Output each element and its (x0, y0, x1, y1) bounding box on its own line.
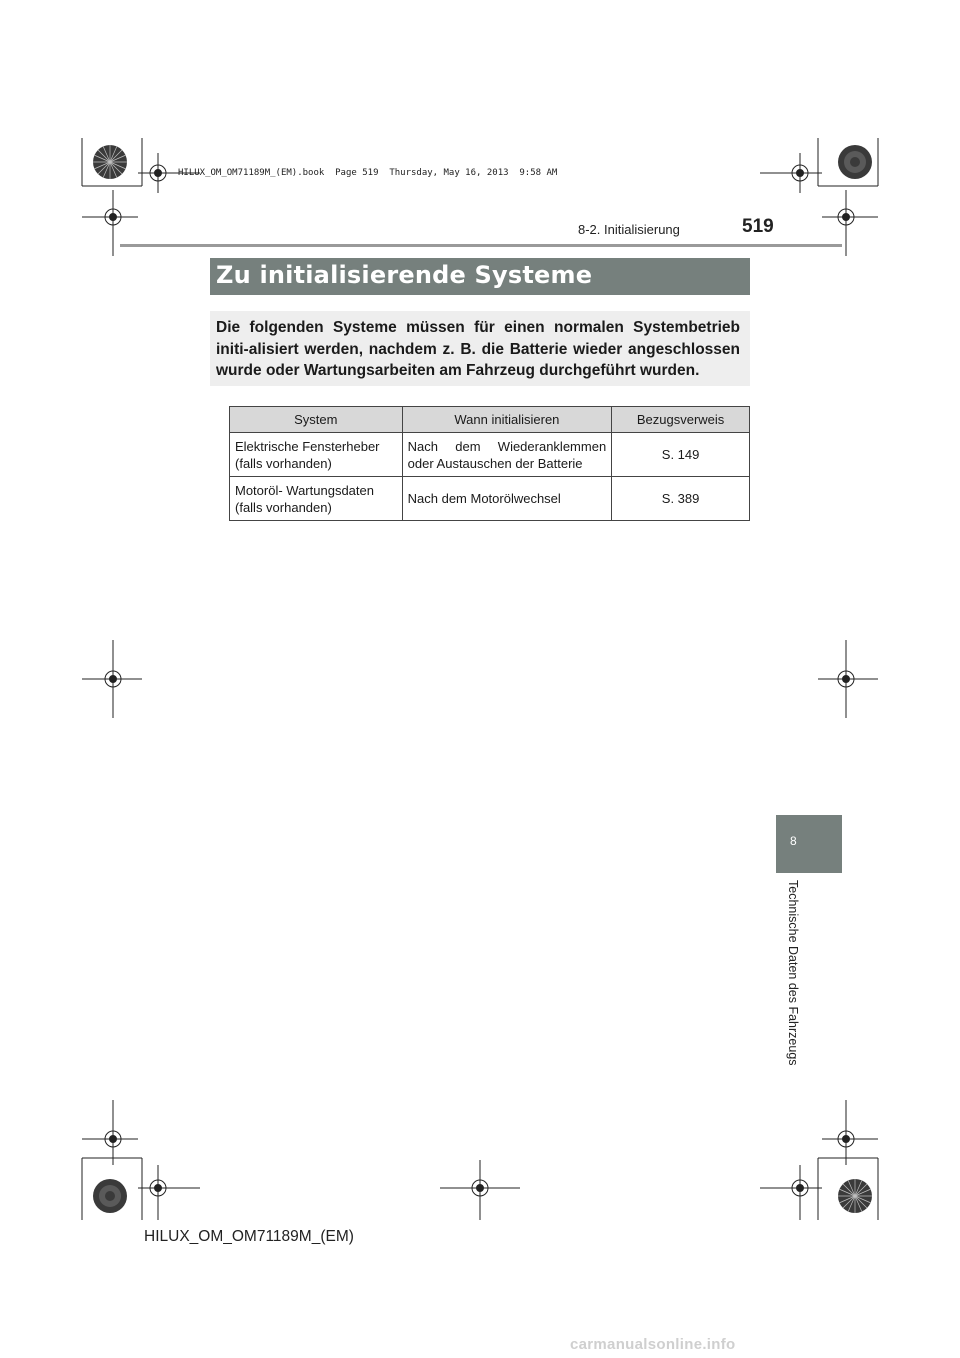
watermark: carmanualsonline.info (570, 1336, 736, 1353)
system-line: (falls vorhanden) (235, 499, 332, 515)
when-line: Nach dem Motorölwechsel (407, 491, 561, 506)
intro-text: Die folgenden Systeme müssen für einen normalen Systembetrieb initi-alisiert werden, nachdem z. B. die Batterie wieder angeschlossen wurde oder Wartungsarbeiten am Fahrzeug durchgeführt wurden. (216, 319, 740, 379)
footer-doc-code: HILUX_OM_OM71189M_(EM) (144, 1228, 354, 1245)
page-number: 519 (742, 216, 774, 237)
system-line: (falls vorhanden) (235, 455, 332, 471)
cell-when (402, 433, 612, 477)
crosshair-icon (818, 640, 878, 718)
crosshair-icon (760, 1165, 822, 1220)
running-head: 8-2. Initialisierung (578, 222, 680, 237)
chapter-title: Technische Daten des Fahrzeugs (786, 880, 800, 1066)
starburst-icon (93, 145, 127, 179)
crosshair-icon (822, 1100, 878, 1165)
system-line: Motoröl- Wartungsdaten (235, 482, 374, 498)
chapter-number: 8 (790, 834, 797, 848)
intro-box (210, 311, 750, 386)
starburst-icon (838, 145, 872, 179)
cell-reference: S. 149 (612, 433, 750, 477)
section-title: Zu initialisierende Systeme (216, 261, 593, 289)
crosshair-icon (760, 153, 822, 193)
crosshair-icon (82, 1100, 138, 1165)
when-line: oder Austauschen der Batterie (407, 455, 583, 471)
section-title-band (210, 258, 750, 295)
crosshair-icon (138, 1165, 200, 1220)
crosshair-icon (440, 1160, 520, 1220)
cell-reference: S. 389 (612, 477, 750, 521)
when-line: Nach dem Wiederanklemmen (407, 438, 607, 454)
starburst-icon (838, 1179, 872, 1213)
table-row (230, 477, 750, 521)
column-header-system: System (230, 407, 403, 433)
cell-when (402, 477, 612, 521)
table-header-row (230, 407, 750, 433)
column-header-reference: Bezugsverweis (612, 407, 750, 433)
table-row (230, 433, 750, 477)
chapter-tab (776, 815, 842, 873)
column-header-when: Wann initialisieren (402, 407, 612, 433)
cell-system (230, 433, 403, 477)
file-stamp: HILUX_OM_OM71189M_(EM).book Page 519 Thursday, May 16, 2013 9:58 AM (178, 168, 558, 178)
starburst-icon (93, 1179, 127, 1213)
initialization-table (229, 406, 750, 521)
cell-system (230, 477, 403, 521)
system-line: Elektrische Fensterheber (235, 438, 380, 454)
crosshair-icon (82, 640, 142, 718)
header-rule (120, 244, 842, 247)
